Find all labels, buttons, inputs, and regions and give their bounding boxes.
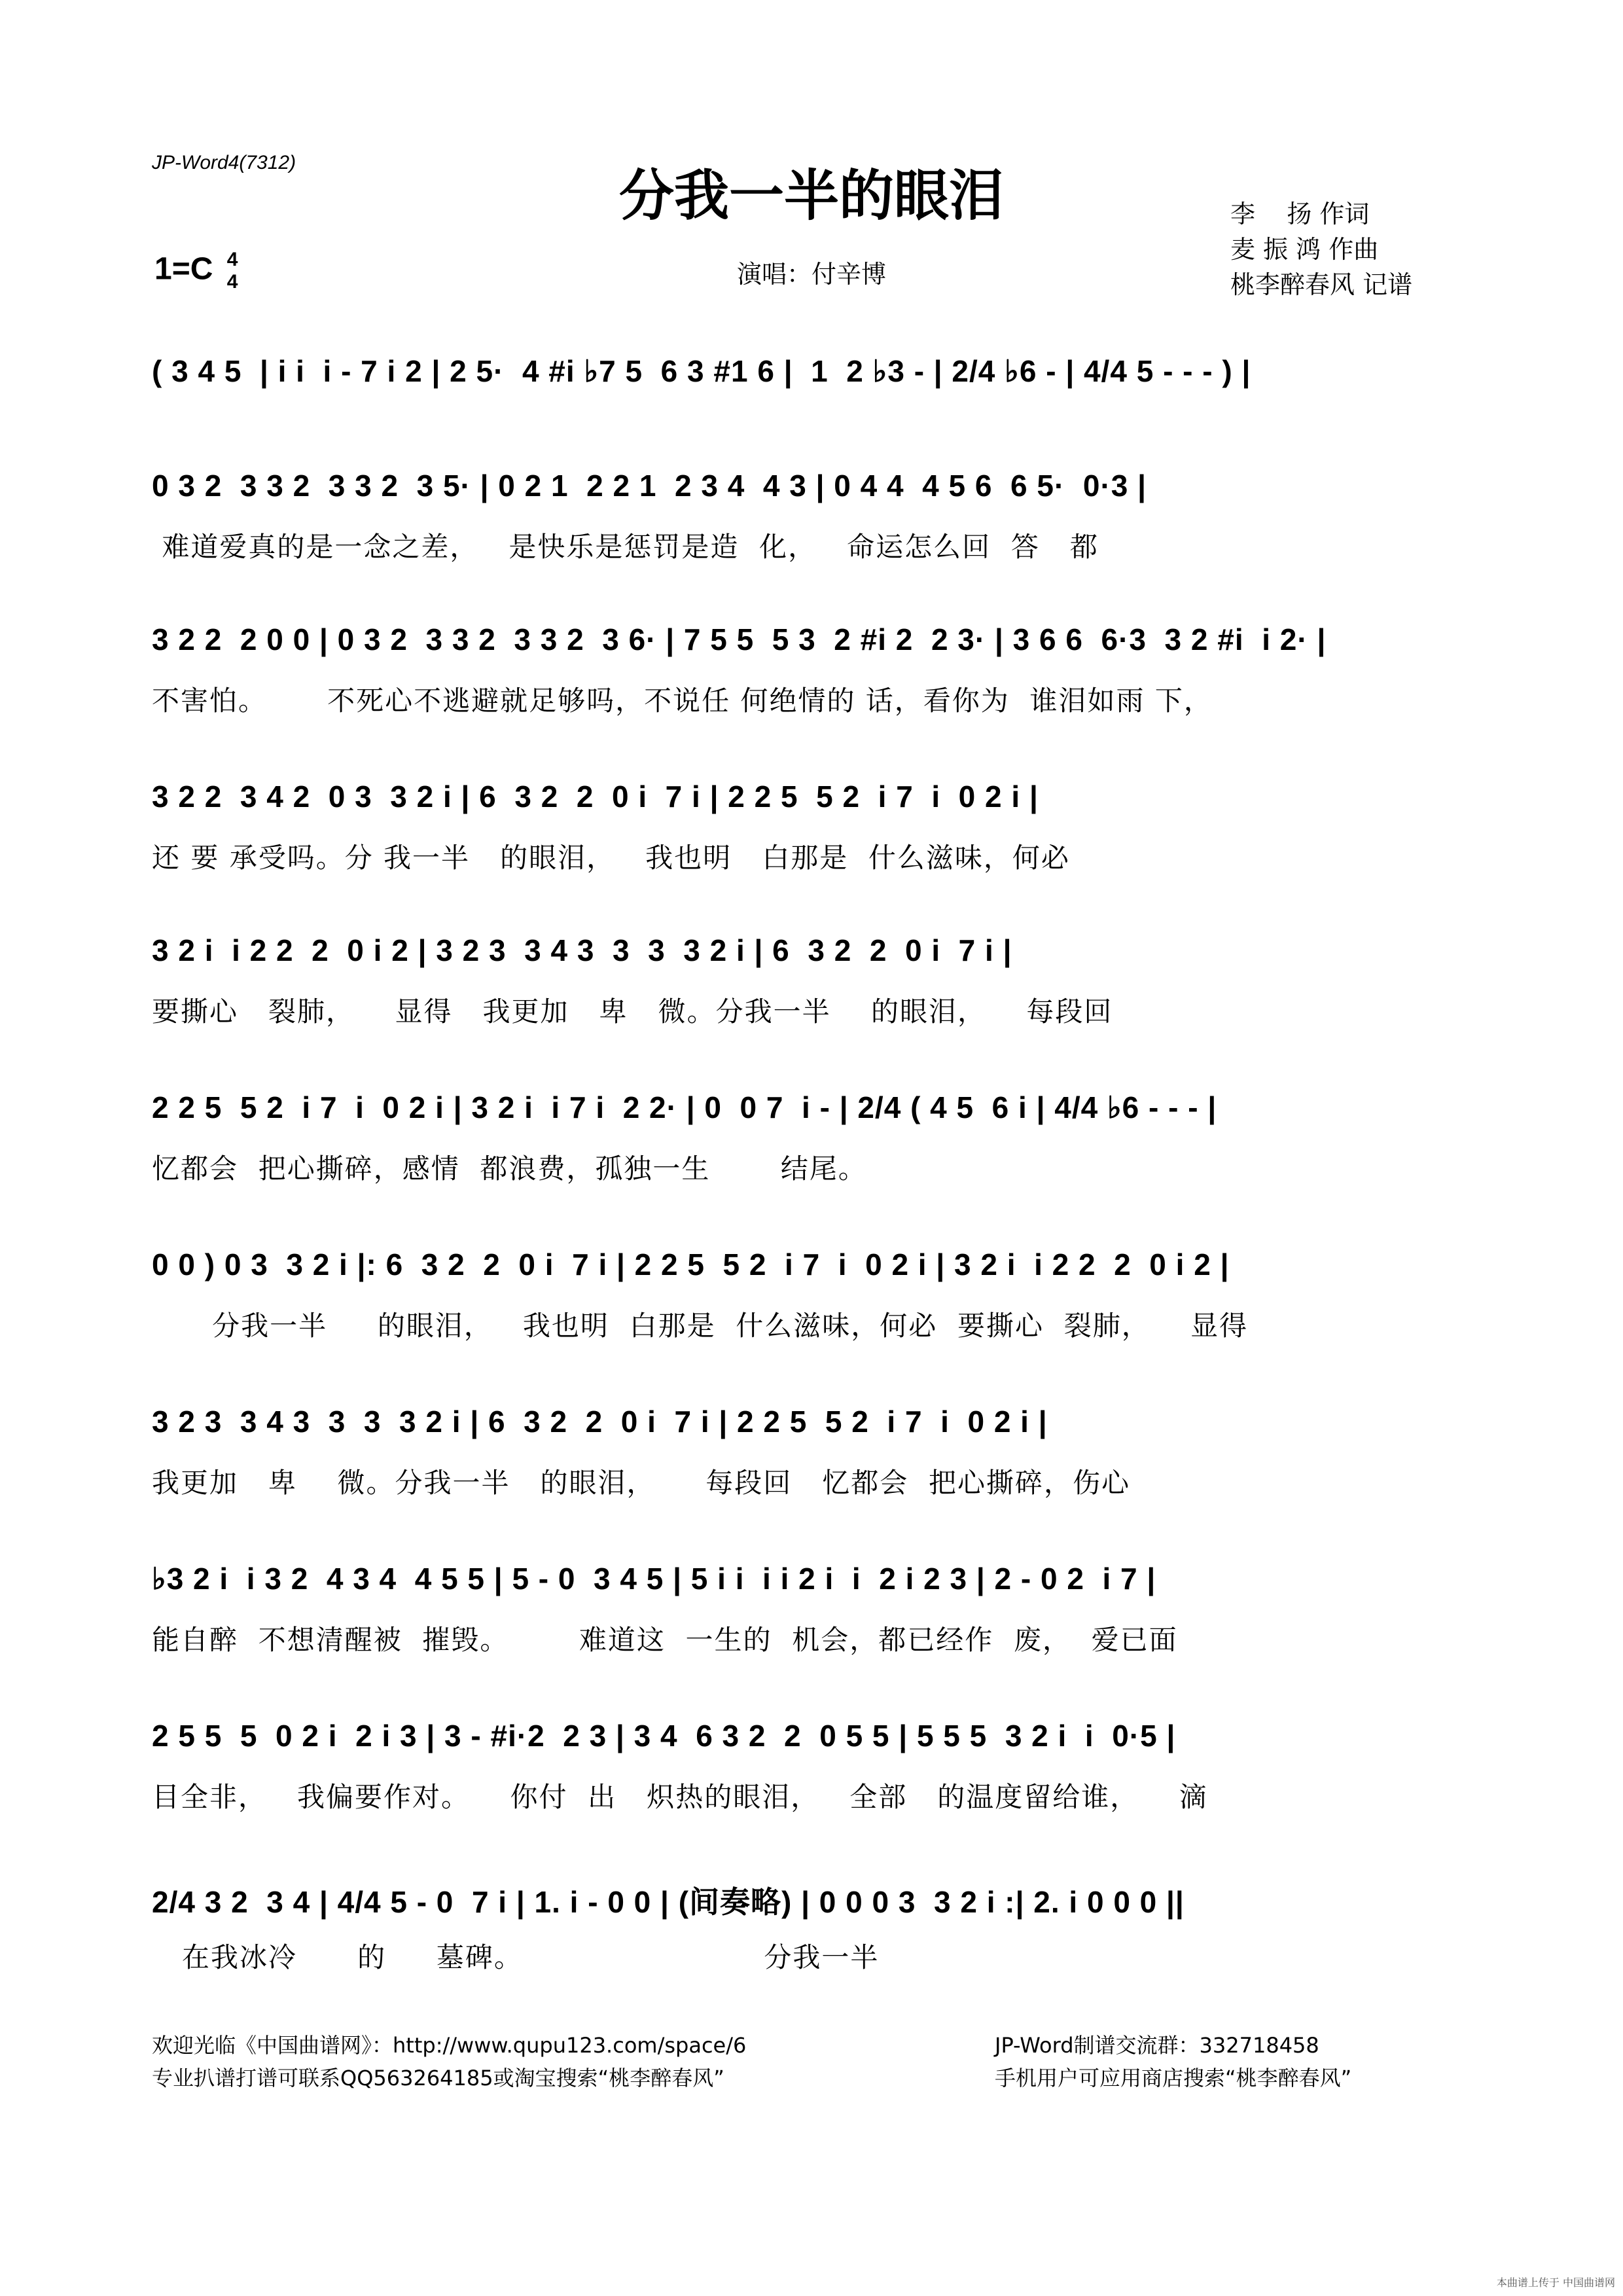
footer-group: JP-Word制谱交流群：332718458 <box>995 2033 1319 2058</box>
credit-lyricist: 李 扬 作词 <box>1230 200 1370 228</box>
time-bottom: 4 <box>226 271 238 293</box>
notes-line: 3 2 i i 2 2 2 0 i 2 | 3 2 3 3 4 3 3 3 3 2 i | 6 3 2 2 0 i 7 i | <box>152 933 1012 967</box>
lyrics-line: 要撕心 裂肺， 显得 我更加 卑 微。分我一半 的眼泪， 每段回 <box>152 996 1113 1028</box>
notes-line: ( 3 4 5 | i i i - 7 i 2 | 2 5· 4 #i ♭7 5 6 3 #1 6 | 1 2 ♭3 - | 2/4 ♭6 - | 4/4 5 - - - ) | <box>152 354 1251 388</box>
software-label: JP-Word4(7312) <box>152 152 296 173</box>
footer-site-link[interactable]: 欢迎光临《中国曲谱网》：http://www.qupu123.com/space/6 <box>152 2033 747 2058</box>
lyrics-line: 分我一半 的眼泪， 我也明 白那是 什么滋味，何必 要撕心 裂肺， 显得 <box>152 1310 1249 1342</box>
footer-right <box>995 2029 1351 2094</box>
key-label: 1=C <box>154 251 213 287</box>
song-title: 分我一半的眼泪 <box>618 163 1004 228</box>
lyrics-line: 在我冰冷 的 墓碑。 分我一半 <box>152 1941 880 1973</box>
credit-transcriber: 桃李醉春风 记谱 <box>1230 270 1413 299</box>
upload-watermark: 本曲谱上传于 中国曲谱网 <box>1496 2276 1615 2289</box>
notes-line: 3 2 2 3 4 2 0 3 3 2 i | 6 3 2 2 0 i 7 i | 2 2 5 5 2 i 7 i 0 2 i | <box>152 780 1039 814</box>
lyrics-line: 忆都会 把心撕碎，感情 都浪费，孤独一生 结尾。 <box>152 1153 867 1185</box>
lyrics-line: 不害怕。 不死心不逃避就足够吗，不说任 何绝情的 话，看你为 谁泪如雨 下， <box>152 685 1213 717</box>
lyrics-line: 难道爱真的是一念之差， 是快乐是惩罚是造 化， 命运怎么回 答 都 <box>152 531 1099 563</box>
footer-app: 手机用户可应用商店搜索“桃李醉春风” <box>995 2066 1352 2090</box>
notes-line: 0 3 2 3 3 2 3 3 2 3 5· | 0 2 1 2 2 1 2 3 4 4 3 | 0 4 4 4 5 6 6 5· 0·3 | <box>152 469 1147 503</box>
footer-contact: 专业扒谱打谱可联系QQ563264185或淘宝搜索“桃李醉春风” <box>152 2066 724 2090</box>
lyrics-line: 目全非， 我偏要作对。 你付 出 炽热的眼泪， 全部 的温度留给谁， 滴 <box>152 1781 1208 1813</box>
singer: 演唱：付辛博 <box>736 260 886 289</box>
lyrics-line: 还 要 承受吗。分 我一半 的眼泪， 我也明 白那是 什么滋味，何必 <box>152 842 1070 874</box>
time-top: 4 <box>226 249 238 270</box>
notes-line: 0 0 ) 0 3 3 2 i |: 6 3 2 2 0 i 7 i | 2 2 5 5 2 i 7 i 0 2 i | 3 2 i i 2 2 2 0 i 2 | <box>152 1247 1230 1282</box>
notes-line: 3 2 3 3 4 3 3 3 3 2 i | 6 3 2 2 0 i 7 i | 2 2 5 5 2 i 7 i 0 2 i | <box>152 1405 1048 1439</box>
footer-left <box>152 2029 746 2094</box>
notes-line: 2 5 5 5 0 2 i 2 i 3 | 3 - #i·2 2 3 | 3 4 6 3 2 2 0 5 5 | 5 5 5 3 2 i i 0·5 | <box>152 1719 1176 1753</box>
notes-line: 2 2 5 5 2 i 7 i 0 2 i | 3 2 i i 7 i 2 2· | 0 0 7 i - | 2/4 ( 4 5 6 i | 4/4 ♭6 - - - | <box>152 1090 1217 1124</box>
credit-composer: 麦 振 鸿 作曲 <box>1230 235 1379 264</box>
notes-line: ♭3 2 i i 3 2 4 3 4 4 5 5 | 5 - 0 3 4 5 | 5 i i i i 2 i i 2 i 2 3 | 2 - 0 2 i 7 | <box>152 1562 1156 1596</box>
lyrics-line: 能自醉 不想清醒被 摧毁。 难道这 一生的 机会，都已经作 废， 爱已面 <box>152 1624 1178 1656</box>
notes-line: 3 2 2 2 0 0 | 0 3 2 3 3 2 3 3 2 3 6· | 7 5 5 5 3 2 #i 2 2 3· | 3 6 6 6·3 3 2 #i i 2· | <box>152 622 1327 656</box>
lyrics-line: 我更加 卑 微。分我一半 的眼泪， 每段回 忆都会 把心撕碎，伤心 <box>152 1467 1131 1499</box>
notes-line: 2/4 3 2 3 4 | 4/4 5 - 0 7 i | 1. i - 0 0 | (间奏略) | 0 0 0 3 3 2 i :| 2. i 0 0 0 || <box>152 1885 1185 1919</box>
